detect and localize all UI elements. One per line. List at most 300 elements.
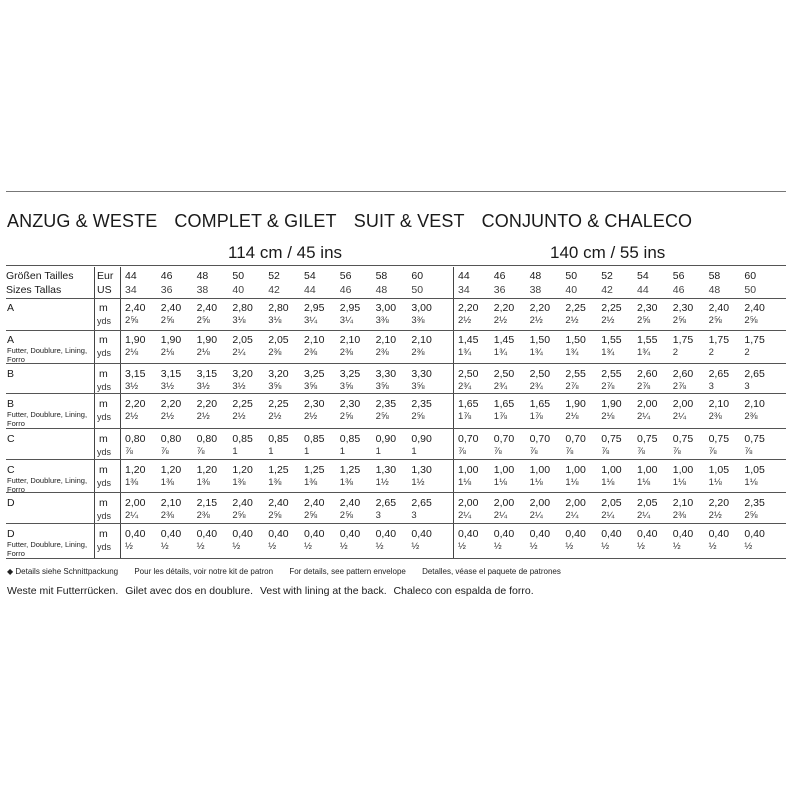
value-yards: 1 (339, 446, 346, 457)
col-divider-width (453, 267, 454, 558)
value-meters: 1,65 (529, 398, 551, 410)
value-yards: 3 (708, 381, 714, 392)
value-yards: 2⅝ (232, 510, 246, 521)
value-yards: 1⅛ (637, 477, 651, 488)
value-meters: 1,65 (458, 398, 479, 410)
value-yards: 2¼ (458, 510, 472, 521)
row-divider (6, 363, 786, 364)
row-label: B (7, 368, 15, 380)
value-yards: ⅞ (196, 446, 205, 457)
value-meters: 2,65 (375, 497, 397, 509)
value-meters: 2,05 (601, 497, 622, 509)
size-us: 36 (493, 284, 506, 296)
value-meters: 2,40 (708, 302, 730, 314)
unit-meters: m (99, 497, 108, 509)
value-meters: 2,65 (744, 368, 765, 380)
value-yards: 2⅝ (411, 411, 425, 422)
value-meters: 1,00 (493, 464, 515, 476)
size-eur: 50 (232, 270, 245, 282)
row-label: A (7, 302, 15, 314)
value-yards: 2½ (196, 411, 210, 422)
details-note (7, 567, 575, 576)
header-rule (6, 265, 786, 266)
value-meters: 2,00 (125, 497, 146, 509)
value-yards: 2⅛ (601, 411, 615, 422)
unit-meters: m (99, 528, 108, 540)
size-eur: 52 (601, 270, 613, 282)
value-meters: 2,05 (232, 334, 253, 346)
value-meters: 1,65 (493, 398, 515, 410)
unit-meters: m (99, 433, 108, 445)
value-yards: 3½ (196, 381, 210, 392)
value-meters: 1,55 (637, 334, 658, 346)
value-yards: 1¾ (601, 347, 615, 358)
size-us: 40 (565, 284, 578, 296)
value-yards: ⅞ (601, 446, 610, 457)
value-meters: 0,85 (339, 433, 361, 445)
value-yards: ⅞ (458, 446, 466, 457)
value-meters: 2,95 (304, 302, 325, 314)
unit-yards: yds (97, 542, 112, 552)
value-meters: 2,25 (601, 302, 622, 314)
unit-yards: yds (97, 382, 112, 392)
value-yards: ½ (672, 541, 681, 552)
value-meters: 2,20 (196, 398, 218, 410)
value-meters: 0,40 (125, 528, 146, 540)
value-yards: 2⅜ (411, 347, 425, 358)
unit-meters: m (99, 398, 108, 410)
size-eur: 54 (304, 270, 316, 282)
value-yards: 2⅝ (268, 510, 282, 521)
value-meters: 1,50 (565, 334, 586, 346)
value-meters: 2,20 (493, 302, 515, 314)
value-meters: 0,75 (637, 433, 658, 445)
value-yards: 1⅞ (493, 411, 508, 422)
size-us: 50 (411, 284, 424, 296)
size-eur: 52 (268, 270, 280, 282)
value-yards: ½ (196, 541, 205, 552)
vest-note-es: Chaleco con espalda de forro. (393, 585, 534, 597)
value-yards: 2⅝ (708, 315, 722, 326)
row-label: B (7, 398, 15, 410)
value-yards: 1¾ (637, 347, 651, 358)
value-meters: 0,80 (125, 433, 146, 445)
row-divider (6, 459, 786, 460)
value-yards: ⅞ (125, 446, 133, 457)
size-eur: 54 (637, 270, 649, 282)
value-meters: 2,05 (268, 334, 289, 346)
value-meters: 2,50 (529, 368, 551, 380)
value-meters: 2,00 (565, 497, 586, 509)
value-yards: ⅞ (637, 446, 645, 457)
value-yards: ⅞ (493, 446, 502, 457)
value-yards: 2⅞ (565, 381, 579, 392)
value-yards: 2½ (232, 411, 246, 422)
value-meters: 2,65 (708, 368, 730, 380)
value-meters: 2,30 (637, 302, 658, 314)
row-label: C (7, 433, 15, 445)
row-sublabel: Futter, Doublure, Lining, Forro (7, 476, 88, 494)
value-meters: 2,40 (196, 302, 218, 314)
value-yards: ⅞ (160, 446, 169, 457)
value-meters: 0,40 (601, 528, 622, 540)
value-yards: 2⅜ (339, 347, 354, 358)
value-meters: 1,00 (672, 464, 694, 476)
value-meters: 2,10 (304, 334, 325, 346)
value-meters: 2,40 (339, 497, 361, 509)
value-meters: 0,40 (375, 528, 397, 540)
value-meters: 2,40 (304, 497, 325, 509)
size-us: 46 (339, 284, 352, 296)
value-yards: 2⅜ (304, 347, 318, 358)
eur-label: Eur (97, 270, 114, 282)
bottom-rule (6, 558, 786, 559)
value-yards: ½ (637, 541, 645, 552)
value-yards: 1⅞ (529, 411, 543, 422)
value-meters: 0,85 (232, 433, 253, 445)
value-meters: 0,90 (411, 433, 432, 445)
us-label: US (97, 284, 112, 296)
size-eur: 58 (708, 270, 721, 282)
value-yards: 2⅜ (196, 510, 210, 521)
value-yards: 2⅝ (637, 315, 651, 326)
value-yards: ½ (160, 541, 169, 552)
value-meters: 1,00 (565, 464, 586, 476)
value-yards: 3⅛ (268, 315, 282, 326)
value-meters: 2,40 (268, 497, 289, 509)
value-meters: 2,40 (744, 302, 765, 314)
value-meters: 1,20 (125, 464, 146, 476)
value-yards: 2⅝ (744, 315, 758, 326)
value-yards: 1⅛ (529, 477, 543, 488)
value-meters: 2,25 (268, 398, 289, 410)
value-yards: 2½ (304, 411, 318, 422)
value-yards: 1⅜ (304, 477, 318, 488)
value-meters: 0,80 (196, 433, 218, 445)
value-meters: 2,95 (339, 302, 361, 314)
value-yards: 3⅝ (268, 381, 282, 392)
fabric-width-140: 140 cm / 55 ins (550, 243, 666, 262)
value-yards: 1 (375, 446, 381, 457)
value-meters: 3,15 (160, 368, 182, 380)
value-meters: 0,40 (637, 528, 658, 540)
value-meters: 2,20 (160, 398, 182, 410)
value-yards: ½ (125, 541, 133, 552)
details-en: For details, see pattern envelope (289, 567, 406, 576)
value-meters: 0,40 (196, 528, 218, 540)
row-sublabel: Futter, Doublure, Lining, Forro (7, 410, 88, 428)
value-meters: 3,30 (411, 368, 432, 380)
value-yards: 2⅜ (744, 411, 758, 422)
value-yards: 1¾ (529, 347, 543, 358)
value-meters: 2,00 (529, 497, 551, 509)
unit-yards: yds (97, 316, 112, 326)
value-meters: 2,50 (493, 368, 515, 380)
value-yards: 1⅛ (458, 477, 472, 488)
value-meters: 1,25 (268, 464, 289, 476)
value-yards: 1⅛ (744, 477, 758, 488)
value-yards: 2⅝ (375, 411, 389, 422)
row-divider (6, 393, 786, 394)
unit-yards: yds (97, 412, 112, 422)
value-yards: 1⅜ (232, 477, 246, 488)
row-divider (6, 492, 786, 493)
value-meters: 3,25 (339, 368, 361, 380)
vest-note-de: Weste mit Futterrücken. (7, 585, 119, 597)
value-yards: 2⅛ (160, 347, 175, 358)
value-meters: 2,65 (411, 497, 432, 509)
value-yards: ⅞ (529, 446, 538, 457)
value-yards: 3⅝ (411, 381, 425, 392)
value-meters: 1,05 (708, 464, 730, 476)
value-meters: 0,40 (529, 528, 551, 540)
row-sublabel: Futter, Doublure, Lining, Forro (7, 346, 88, 364)
value-meters: 2,40 (232, 497, 253, 509)
value-meters: 1,90 (125, 334, 146, 346)
value-yards: 2⅝ (160, 315, 175, 326)
value-yards: 2¼ (637, 510, 651, 521)
value-yards: 1⅛ (601, 477, 615, 488)
value-meters: 2,20 (529, 302, 551, 314)
size-us: 38 (196, 284, 209, 296)
row-divider (6, 428, 786, 429)
page-title (7, 211, 704, 232)
value-meters: 3,20 (232, 368, 253, 380)
value-yards: 3¼ (339, 315, 354, 326)
value-meters: 0,40 (339, 528, 361, 540)
title-es: CONJUNTO & CHALECO (481, 211, 693, 231)
value-meters: 2,80 (232, 302, 253, 314)
value-meters: 0,75 (672, 433, 694, 445)
value-meters: 0,75 (708, 433, 730, 445)
details-fr: Pour les détails, voir notre kit de patron (134, 567, 274, 576)
value-yards: 1 (268, 446, 274, 457)
value-meters: 2,40 (160, 302, 182, 314)
value-yards: ½ (565, 541, 574, 552)
value-meters: 0,40 (160, 528, 182, 540)
value-yards: 2⅜ (708, 411, 722, 422)
value-meters: 1,20 (232, 464, 253, 476)
size-us: 40 (232, 284, 245, 296)
value-meters: 2,60 (672, 368, 694, 380)
value-meters: 3,00 (375, 302, 397, 314)
value-yards: 2¼ (232, 347, 246, 358)
value-yards: ½ (493, 541, 502, 552)
value-yards: 3⅝ (304, 381, 318, 392)
value-yards: 2¼ (672, 411, 687, 422)
value-yards: 2 (672, 347, 679, 358)
title-en: SUIT & VEST (353, 211, 465, 231)
value-meters: 0,90 (375, 433, 397, 445)
value-yards: 1¾ (565, 347, 579, 358)
value-meters: 0,40 (672, 528, 694, 540)
value-meters: 1,30 (375, 464, 397, 476)
value-meters: 0,85 (304, 433, 325, 445)
value-meters: 0,40 (458, 528, 479, 540)
value-meters: 2,00 (672, 398, 694, 410)
value-meters: 1,90 (196, 334, 218, 346)
row-divider (6, 523, 786, 524)
value-meters: 2,35 (375, 398, 397, 410)
title-de: ANZUG & WESTE (7, 211, 158, 231)
title-fr: COMPLET & GILET (174, 211, 337, 231)
value-yards: ½ (601, 541, 610, 552)
value-yards: 2⅝ (672, 315, 687, 326)
value-meters: 2,10 (708, 398, 730, 410)
row-sublabel: Futter, Doublure, Lining, Forro (7, 540, 88, 558)
row-label: D (7, 528, 15, 540)
value-yards: 1⅜ (196, 477, 210, 488)
value-meters: 1,90 (160, 334, 182, 346)
value-yards: 2⅞ (601, 381, 615, 392)
value-meters: 1,25 (304, 464, 325, 476)
size-us: 48 (375, 284, 388, 296)
value-yards: 2⅞ (672, 381, 687, 392)
value-meters: 0,40 (565, 528, 586, 540)
value-meters: 0,40 (493, 528, 515, 540)
value-meters: 1,45 (458, 334, 479, 346)
unit-meters: m (99, 302, 108, 314)
size-eur: 56 (672, 270, 685, 282)
size-us: 44 (304, 284, 316, 296)
col-divider-values (120, 267, 121, 558)
value-meters: 2,30 (339, 398, 361, 410)
size-us: 50 (744, 284, 757, 296)
value-yards: 2½ (493, 315, 508, 326)
value-meters: 2,55 (565, 368, 586, 380)
value-yards: ½ (529, 541, 538, 552)
size-us: 34 (458, 284, 470, 296)
value-meters: 3,30 (375, 368, 397, 380)
value-meters: 2,30 (304, 398, 325, 410)
size-us: 34 (125, 284, 137, 296)
value-yards: 1½ (411, 477, 425, 488)
value-yards: ½ (232, 541, 241, 552)
value-yards: 2¾ (458, 381, 472, 392)
size-us: 46 (672, 284, 685, 296)
value-yards: 1⅛ (493, 477, 508, 488)
value-meters: 0,40 (268, 528, 289, 540)
unit-yards: yds (97, 348, 112, 358)
size-us: 42 (601, 284, 613, 296)
value-meters: 1,50 (529, 334, 551, 346)
value-yards: 2½ (125, 411, 139, 422)
value-yards: 2⅛ (196, 347, 210, 358)
value-yards: 2¼ (493, 510, 508, 521)
size-eur: 60 (744, 270, 757, 282)
value-meters: 0,40 (708, 528, 730, 540)
value-yards: 2¼ (529, 510, 543, 521)
value-meters: 1,75 (744, 334, 765, 346)
value-meters: 1,90 (601, 398, 622, 410)
value-meters: 0,75 (601, 433, 622, 445)
value-yards: ⅞ (672, 446, 681, 457)
top-rule (6, 191, 786, 192)
value-yards: 2 (744, 347, 750, 358)
value-yards: 3⅝ (339, 381, 354, 392)
value-yards: 1⅞ (458, 411, 472, 422)
value-yards: 1⅜ (339, 477, 354, 488)
value-yards: 1⅛ (708, 477, 722, 488)
value-meters: 2,00 (637, 398, 658, 410)
row-divider (6, 298, 786, 299)
value-yards: 2¼ (601, 510, 615, 521)
value-meters: 1,75 (672, 334, 694, 346)
value-yards: ½ (744, 541, 753, 552)
vest-note (7, 585, 538, 597)
value-yards: ⅞ (744, 446, 753, 457)
value-yards: 1 (411, 446, 417, 457)
value-meters: 1,00 (529, 464, 551, 476)
value-yards: 2⅝ (339, 411, 354, 422)
value-meters: 0,70 (458, 433, 479, 445)
value-meters: 1,90 (565, 398, 586, 410)
value-yards: ½ (458, 541, 466, 552)
value-meters: 2,20 (458, 302, 479, 314)
value-meters: 0,85 (268, 433, 289, 445)
row-divider (6, 330, 786, 331)
size-eur: 56 (339, 270, 352, 282)
value-meters: 2,10 (672, 497, 694, 509)
value-yards: 1⅜ (160, 477, 175, 488)
value-meters: 0,70 (493, 433, 515, 445)
unit-yards: yds (97, 447, 112, 457)
value-yards: 2½ (458, 315, 472, 326)
value-yards: 3⅜ (411, 315, 425, 326)
unit-yards: yds (97, 511, 112, 521)
value-meters: 2,15 (196, 497, 218, 509)
value-meters: 0,75 (744, 433, 765, 445)
details-de: ◆ Details siehe Schnittpackung (7, 567, 119, 576)
size-us: 42 (268, 284, 280, 296)
value-yards: 2¾ (493, 381, 508, 392)
size-us: 48 (708, 284, 721, 296)
value-meters: 1,00 (458, 464, 479, 476)
value-meters: 2,20 (708, 497, 730, 509)
value-meters: 2,30 (672, 302, 694, 314)
size-us: 44 (637, 284, 649, 296)
value-meters: 0,40 (232, 528, 253, 540)
value-yards: ½ (304, 541, 312, 552)
details-es: Detalles, véase el paquete de patrones (422, 567, 561, 576)
unit-meters: m (99, 368, 108, 380)
value-meters: 3,15 (196, 368, 218, 380)
value-meters: 2,35 (744, 497, 765, 509)
size-eur: 50 (565, 270, 578, 282)
value-yards: 1 (304, 446, 310, 457)
value-yards: 2½ (529, 315, 543, 326)
value-meters: 2,10 (160, 497, 182, 509)
value-meters: 1,75 (708, 334, 730, 346)
value-yards: 2⅝ (125, 315, 139, 326)
value-yards: 2⅝ (196, 315, 210, 326)
value-yards: 1⅛ (672, 477, 687, 488)
unit-meters: m (99, 464, 108, 476)
value-yards: ⅞ (708, 446, 717, 457)
size-eur: 44 (125, 270, 137, 282)
row-label: A (7, 334, 15, 346)
value-meters: 2,10 (375, 334, 397, 346)
value-meters: 2,35 (411, 398, 432, 410)
size-label-de-fr: Größen Tailles (6, 270, 74, 282)
value-meters: 1,55 (601, 334, 622, 346)
value-meters: 0,80 (160, 433, 182, 445)
value-meters: 2,40 (125, 302, 146, 314)
fabric-width-114: 114 cm / 45 ins (228, 243, 343, 262)
value-yards: ½ (339, 541, 348, 552)
value-meters: 3,25 (304, 368, 325, 380)
value-yards: 3⅛ (232, 315, 246, 326)
